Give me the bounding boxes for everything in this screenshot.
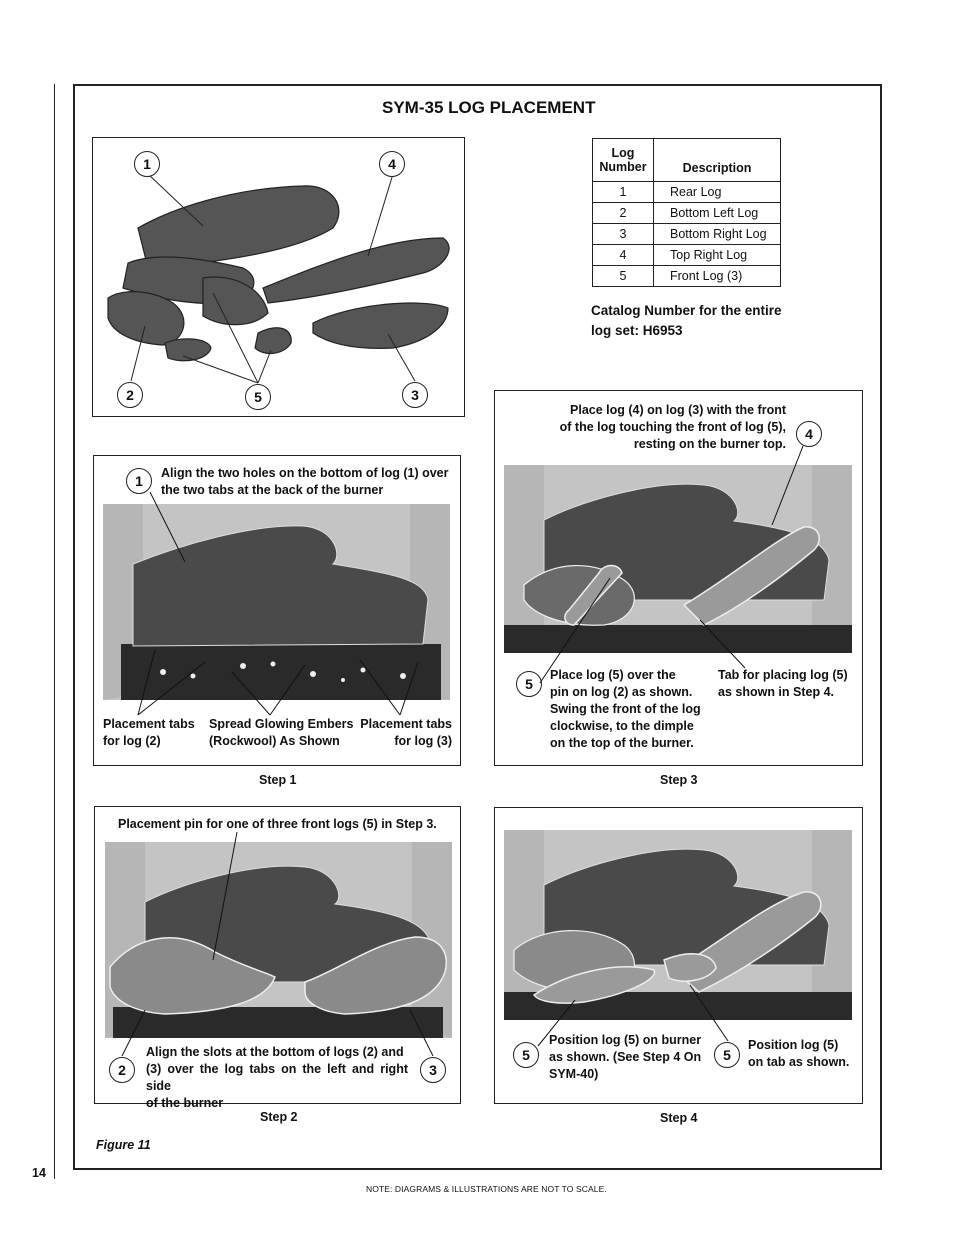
step4-marker-right: 5 bbox=[714, 1042, 740, 1068]
table-row: 3 Bottom Right Log bbox=[593, 224, 781, 245]
step4-label: Step 4 bbox=[660, 1111, 698, 1125]
log-table bbox=[592, 138, 781, 287]
step1-marker: 1 bbox=[126, 468, 152, 494]
page-number: 14 bbox=[32, 1166, 46, 1180]
step1-photo bbox=[103, 504, 450, 700]
overview-marker-3: 3 bbox=[402, 382, 428, 408]
step2-photo bbox=[105, 842, 452, 1038]
catalog-number: Catalog Number for the entire log set: H6953 bbox=[591, 303, 782, 338]
step3-left-caption: Place log (5) over the pin on log (2) as shown. Swing the front of the log clockwise, to the dimple on the top of the burner. bbox=[550, 668, 701, 750]
step1-middle-caption: Spread Glowing Embers (Rockwool) As Shown bbox=[209, 717, 354, 748]
overview-marker-2: 2 bbox=[117, 382, 143, 408]
table-row: 2 Bottom Left Log bbox=[593, 203, 781, 224]
step3-marker-bottom: 5 bbox=[516, 671, 542, 697]
margin-rule bbox=[54, 84, 55, 1179]
step2-marker-left: 2 bbox=[109, 1057, 135, 1083]
step4-photo bbox=[504, 830, 852, 1020]
overview-logs-image bbox=[93, 138, 464, 416]
figure-label: Figure 11 bbox=[96, 1138, 151, 1152]
step3-marker-top: 4 bbox=[796, 421, 822, 447]
overview-box bbox=[92, 137, 465, 417]
step3-top-caption: Place log (4) on log (3) with the front of the log touching the front of log (5), resting on the burner top. bbox=[559, 403, 786, 451]
step4-right-caption: Position log (5) on tab as shown. bbox=[748, 1038, 850, 1069]
step3-label: Step 3 bbox=[660, 773, 698, 787]
overview-marker-4: 4 bbox=[379, 151, 405, 177]
step4-marker-left: 5 bbox=[513, 1042, 539, 1068]
step1-right-caption: Placement tabs for log (3) bbox=[360, 717, 452, 748]
step1-label: Step 1 bbox=[259, 773, 297, 787]
table-row: 1 Rear Log bbox=[593, 182, 781, 203]
table-row: 4 Top Right Log bbox=[593, 245, 781, 266]
scale-note: NOTE: DIAGRAMS & ILLUSTRATIONS ARE NOT TO SCALE. bbox=[366, 1184, 607, 1194]
step4-left-caption: Position log (5) on burner as shown. (See Step 4 On SYM-40) bbox=[549, 1033, 702, 1081]
step1-left-caption: Placement tabs for log (2) bbox=[103, 717, 195, 748]
step1-instruction: Align the two holes on the bottom of log (1) over the two tabs at the back of the burner bbox=[161, 466, 449, 497]
step2-marker-right: 3 bbox=[420, 1057, 446, 1083]
step2-label: Step 2 bbox=[260, 1110, 298, 1124]
description-header: Description bbox=[654, 139, 781, 182]
step3-photo bbox=[504, 465, 852, 653]
table-row: 5 Front Log (3) bbox=[593, 266, 781, 287]
step2-pin-caption: Placement pin for one of three front logs (5) in Step 3. bbox=[118, 817, 437, 831]
step3-right-caption: Tab for placing log (5) as shown in Step 4. bbox=[718, 668, 848, 699]
log-number-header: Log Number bbox=[593, 139, 654, 182]
overview-marker-5: 5 bbox=[245, 384, 271, 410]
page-title: SYM-35 LOG PLACEMENT bbox=[382, 98, 596, 117]
step2-instruction: Align the slots at the bottom of logs (2) and (3) over the log tabs on the left and right side of the burner bbox=[146, 1045, 408, 1110]
overview-marker-1: 1 bbox=[134, 151, 160, 177]
